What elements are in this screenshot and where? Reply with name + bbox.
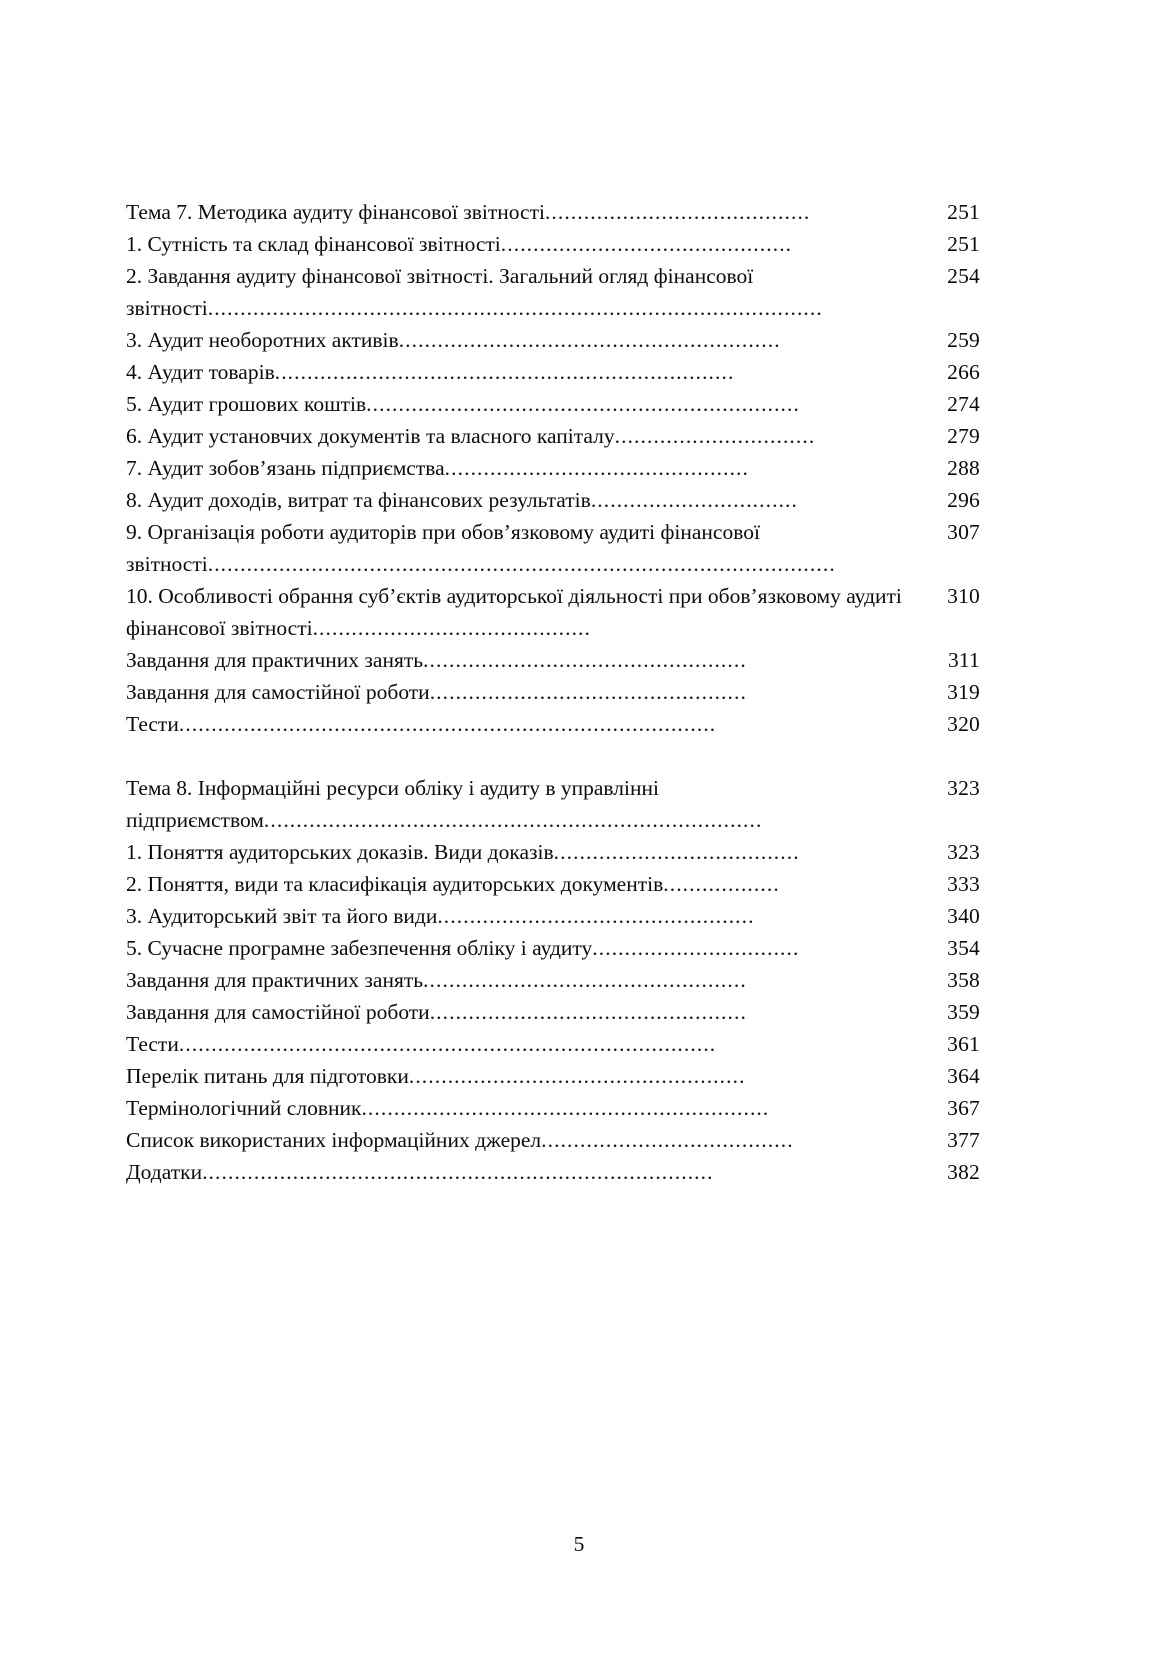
toc-entry-label: 3. Аудиторський звіт та його види................................................. [126, 904, 755, 928]
toc-entry[interactable] [126, 676, 980, 708]
toc-entry[interactable] [126, 580, 980, 644]
toc-page-number: 310 [947, 584, 980, 608]
toc-entry-label: Тести................................................................................... [126, 712, 717, 736]
leader-dots: ............................... [614, 424, 816, 448]
toc-page-number: 359 [947, 1000, 980, 1024]
footer-page-number: 5 [573, 1532, 585, 1556]
leader-dots: .................................................. [423, 648, 747, 672]
toc-page-number: 364 [947, 1064, 980, 1088]
leader-dots: .................. [663, 872, 780, 896]
toc-entry-label: 6. Аудит установчих документів та власного капіталу............................... [126, 424, 816, 448]
toc-page-number: 296 [947, 488, 980, 512]
toc-entry[interactable] [126, 516, 980, 580]
toc-page-number: 311 [947, 648, 980, 672]
leader-dots: ....................................... [541, 1128, 794, 1152]
toc-entry-label: Перелік питань для підготовки.................................................... [126, 1064, 746, 1088]
toc-page-number: 354 [947, 936, 980, 960]
toc-entry[interactable] [126, 868, 980, 900]
leader-dots: ....................................................................... [274, 360, 735, 384]
leader-dots: ............................................. [500, 232, 793, 256]
leader-dots: ................................................................................................. [207, 552, 836, 576]
toc-page-number: 340 [947, 904, 980, 928]
toc-page-number: 323 [947, 776, 980, 800]
toc-page-number: 259 [947, 328, 980, 352]
toc-entry-label: 3. Аудит необоротних активів........................................................... [126, 328, 781, 352]
toc-page-number: 288 [947, 456, 980, 480]
toc-entry[interactable] [126, 1156, 980, 1188]
toc-page-number: 320 [947, 712, 980, 736]
toc-entry-label: 5. Сучасне програмне забезпечення обліку і аудиту................................ [126, 936, 800, 960]
toc-entry-label: Завдання для самостійної роботи................................................. [126, 1000, 747, 1024]
leader-dots: ................................................................................... [178, 1032, 717, 1056]
toc-entry-label: Завдання для практичних занять.................................................. [126, 968, 747, 992]
toc-page-number: 251 [947, 232, 980, 256]
toc-entry-label: 1. Сутність та склад фінансової звітності............................................. [126, 232, 793, 256]
toc-entry[interactable] [126, 388, 980, 420]
toc-entry[interactable] [126, 836, 980, 868]
toc-entry-label: 4. Аудит товарів....................................................................... [126, 360, 735, 384]
toc-entry-label: Термінологічний словник............................................................... [126, 1096, 770, 1120]
toc-entry-label: Тема 8. Інформаційні ресурси обліку і аудиту в управлінні підприємством............................................................................. [126, 776, 763, 832]
toc-entry-label: Тести................................................................................... [126, 1032, 717, 1056]
leader-dots: ............................................................................. [263, 808, 763, 832]
toc-page-number: 333 [947, 872, 980, 896]
toc-entry-label: 8. Аудит доходів, витрат та фінансових результатів................................ [126, 488, 799, 512]
toc-entry[interactable] [126, 484, 980, 516]
leader-dots: ........................................................... [398, 328, 781, 352]
toc-entry[interactable] [126, 356, 980, 388]
toc-entry-label: 2. Поняття, види та класифікація аудиторських документів.................. [126, 872, 780, 896]
toc-entry[interactable] [126, 1124, 980, 1156]
toc-entry[interactable] [126, 452, 980, 484]
toc-page-number: 266 [947, 360, 980, 384]
toc-entry[interactable] [126, 324, 980, 356]
leader-dots: ............................................................... [361, 1096, 770, 1120]
leader-dots: ................................................. [429, 680, 747, 704]
toc-entry[interactable] [126, 996, 980, 1028]
leader-dots: ................................................. [429, 1000, 747, 1024]
toc-entry[interactable] [126, 1028, 980, 1060]
leader-dots: ............................................................................................... [207, 296, 823, 320]
toc-entry[interactable] [126, 420, 980, 452]
toc-page-number: 274 [947, 392, 980, 416]
toc-page-number: 279 [947, 424, 980, 448]
toc-section-tema-8 [126, 772, 980, 1188]
leader-dots: ...................................... [553, 840, 800, 864]
toc-entry-label: 5. Аудит грошових коштів................................................................... [126, 392, 800, 416]
toc-entry[interactable] [126, 772, 980, 836]
toc-page-number: 319 [947, 680, 980, 704]
leader-dots: ................................................. [437, 904, 755, 928]
toc-page-number: 377 [947, 1128, 980, 1152]
toc-entry[interactable] [126, 1092, 980, 1124]
toc-entry[interactable] [126, 228, 980, 260]
toc-entry-label: Список використаних інформаційних джерел....................................... [126, 1128, 794, 1152]
toc-entry-label: 1. Поняття аудиторських доказів. Види доказів...................................... [126, 840, 800, 864]
leader-dots: .................................................... [408, 1064, 746, 1088]
toc-section-tema-7 [126, 196, 980, 740]
toc-entry[interactable] [126, 196, 980, 228]
toc-entry-label: 9. Організація роботи аудиторів при обов’язковому аудиті фінансової звітності................................................................................................. [126, 520, 836, 576]
leader-dots: ................................ [590, 488, 799, 512]
toc-entry-label: 2. Завдання аудиту фінансової звітності. Загальний огляд фінансової звітності............................................................................................... [126, 264, 823, 320]
toc-entry[interactable] [126, 260, 980, 324]
toc-page-number: 382 [947, 1160, 980, 1184]
toc-entry[interactable] [126, 964, 980, 996]
leader-dots: .................................................. [423, 968, 747, 992]
leader-dots: ......................................... [544, 200, 811, 224]
toc-entry-label: Тема 7. Методика аудиту фінансової звітності......................................... [126, 200, 811, 224]
leader-dots: ............................................... [444, 456, 749, 480]
toc-entry-label: Додатки............................................................................... [126, 1160, 714, 1184]
toc-page-number: 254 [947, 264, 980, 288]
toc-page-number: 358 [947, 968, 980, 992]
toc-page-number: 323 [947, 840, 980, 864]
leader-dots: ................................ [592, 936, 800, 960]
toc-page-number: 361 [947, 1032, 980, 1056]
leader-dots: ................................................................................... [178, 712, 717, 736]
table-of-contents [126, 196, 980, 1188]
toc-entry[interactable] [126, 932, 980, 964]
toc-entry-label: 10. Особливості обрання суб’єктів аудиторської діяльності при обов’язковому аудиті фінансової звітності........................................... [126, 584, 902, 640]
section-spacer [126, 740, 980, 772]
leader-dots: ............................................................................... [202, 1160, 714, 1184]
leader-dots: ................................................................... [366, 392, 800, 416]
toc-entry[interactable] [126, 1060, 980, 1092]
toc-entry-label: 7. Аудит зобов’язань підприємства............................................... [126, 456, 749, 480]
toc-page-number: 251 [947, 200, 980, 224]
toc-entry[interactable] [126, 900, 980, 932]
toc-entry-label: Завдання для практичних занять.................................................. [126, 648, 747, 672]
toc-entry[interactable] [126, 644, 980, 676]
leader-dots: ........................................... [312, 616, 592, 640]
toc-page-number: 367 [947, 1096, 980, 1120]
toc-entry[interactable] [126, 708, 980, 740]
toc-page-number: 307 [947, 520, 980, 544]
toc-entry-label: Завдання для самостійної роботи................................................. [126, 680, 747, 704]
